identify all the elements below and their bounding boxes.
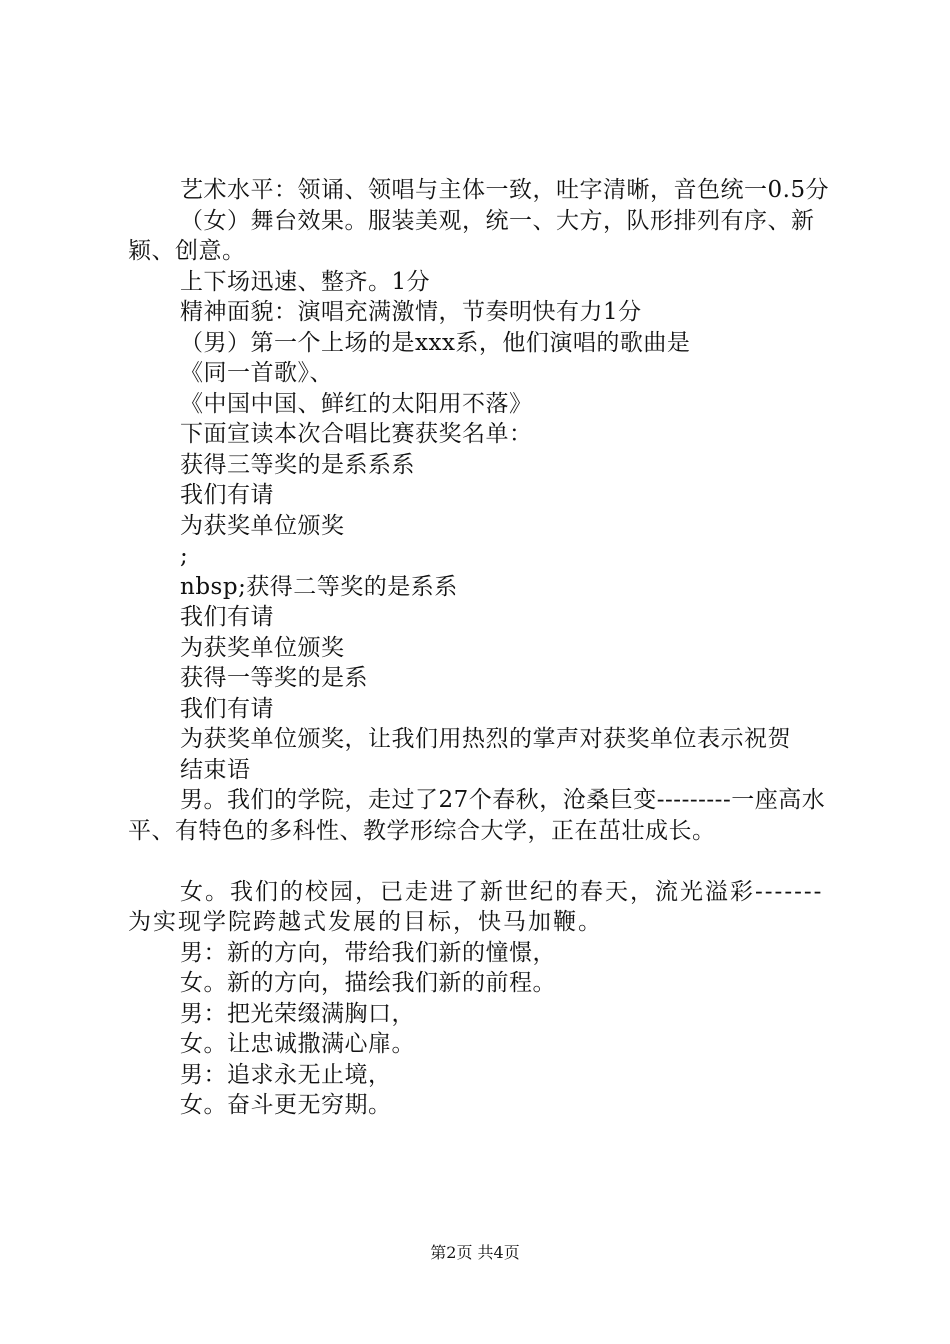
document-body [128, 175, 838, 1121]
page-footer [0, 1243, 950, 1263]
paragraph: 男：把光荣缀满胸口， [180, 1000, 415, 1027]
paragraph: 女。新的方向，描绘我们新的前程。 [180, 970, 556, 996]
paragraph: 下面宣读本次合唱比赛获奖名单： [180, 421, 533, 447]
paragraph: 我们有请 [180, 695, 274, 722]
paragraph: ; [180, 543, 189, 569]
paragraph: 女。奋斗更无穷期。 [180, 1092, 392, 1118]
paragraph: 女。让忠诚撒满心扉。 [180, 1031, 415, 1057]
paragraph: 获得三等奖的是系系系 [180, 451, 415, 478]
paragraph: 男：新的方向，带给我们新的憧憬， [180, 939, 556, 966]
paragraph: （女）舞台效果。服装美观，统一、大方，队形排列有序、新颖、创意。 [128, 207, 815, 264]
paragraph: 男：追求永无止境， [180, 1061, 392, 1088]
blank-line [128, 846, 838, 877]
paragraph: 《同一首歌》、 [180, 360, 333, 386]
paragraph: 上下场迅速、整齐。1分 [180, 268, 431, 295]
page-number-label: 第2页 共4页 [430, 1243, 520, 1262]
paragraph: 精神面貌：演唱充满激情，节奏明快有力1分 [180, 299, 642, 325]
paragraph: 《中国中国、鲜红的太阳用不落》 [180, 390, 533, 417]
paragraph: （男）第一个上场的是xxx系，他们演唱的歌曲是 [180, 329, 691, 356]
paragraph: nbsp;获得二等奖的是系系 [180, 573, 458, 600]
paragraph: 艺术水平：领诵、领唱与主体一致，吐字清晰，音色统一0.5分 [180, 177, 830, 203]
paragraph: 结束语 [180, 756, 251, 783]
paragraph: 获得一等奖的是系 [180, 665, 368, 691]
paragraph: 为获奖单位颁奖，让我们用热烈的掌声对获奖单位表示祝贺 [180, 726, 791, 752]
paragraph: 我们有请 [180, 604, 274, 630]
paragraph: 男。我们的学院，走过了27个春秋，沧桑巨变---------一座高水平、有特色的多科性、教学形综合大学，正在茁壮成长。 [128, 787, 826, 844]
paragraph: 我们有请 [180, 482, 274, 508]
paragraph: 女。我们的校园，已走进了新世纪的春天，流光溢彩-------为实现学院跨越式发展的目标，快马加鞭。 [128, 878, 824, 935]
paragraph: 为获奖单位颁奖 [180, 512, 345, 539]
paragraph: 为获奖单位颁奖 [180, 634, 345, 661]
